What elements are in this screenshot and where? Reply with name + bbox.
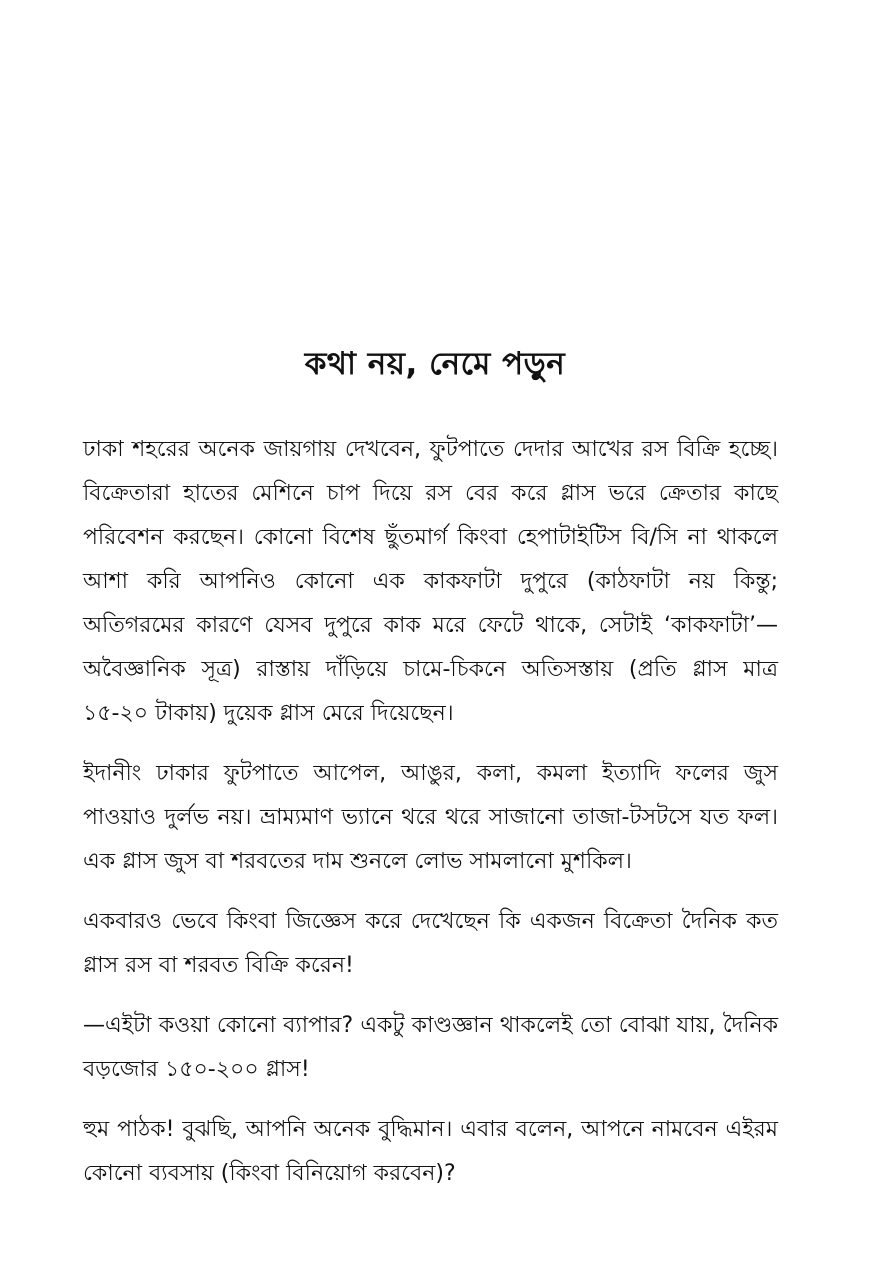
chapter-body bbox=[83, 428, 778, 1212]
chapter-title: কথা নয়, নেমে পড়ুন bbox=[304, 346, 566, 382]
paragraph-3: একবারও ভেবে কিংবা জিজ্ঞেস করে দেখেছেন কি একজন বিক্রেতা দৈনিক কত গ্লাস রস বা শরবত বিক্রি করেন! bbox=[83, 909, 778, 978]
paragraph-5: হুম পাঠক! বুঝছি, আপনি অনেক বুদ্ধিমান। এবার বলেন, আপনে নামবেন এইরম কোনো ব্যবসায় (কিংবা বিনিয়োগ করবেন)? bbox=[83, 1117, 778, 1186]
paragraph-2: ইদানীং ঢাকার ফুটপাতে আপেল, আঙুর, কলা, কমলা ইত্যাদি ফলের জুস পাওয়াও দুর্লভ নয়। ভ্রাম্যমাণ ভ্যানে থরে থরে সাজানো তাজা-টসটসে যত ফল। এক গ্লাস জুস বা শরবতের দাম শুনলে লোভ সামলানো মুশকিল। bbox=[83, 761, 778, 874]
paragraph-4: —এইটা কওয়া কোনো ব্যাপার? একটু কাণ্ডজ্ঞান থাকলেই তো বোঝা যায়, দৈনিক বড়জোর ১৫০-২০০ গ্লাস! bbox=[83, 1013, 778, 1082]
paragraph-1: ঢাকা শহরের অনেক জায়গায় দেখবেন, ফুটপাতে দেদার আখের রস বিক্রি হচ্ছে। বিক্রেতারা হাতের মেশিনে চাপ দিয়ে রস বের করে গ্লাস ভরে ক্রেতার কাছে পরিবেশন করছেন। কোনো বিশেষ ছুঁতমার্গ কিংবা হেপাটাইটিস বি/সি না থাকলে আশা করি আপনিও কোনো এক কাকফাটা দুপুরে (কাঠফাটা নয় কিন্তু; অতিগরমের কারণে যেসব দুপুরে কাক মরে ফেটে থাকে, সেটাই ‘কাকফাটা’—অবৈজ্ঞানিক সূত্র) রাস্তায় দাঁড়িয়ে চামে-চিকনে অতিসস্তায় (প্রতি গ্লাস মাত্র ১৫-২০ টাকায়) দুয়েক গ্লাস মেরে দিয়েছেন। bbox=[83, 437, 778, 726]
